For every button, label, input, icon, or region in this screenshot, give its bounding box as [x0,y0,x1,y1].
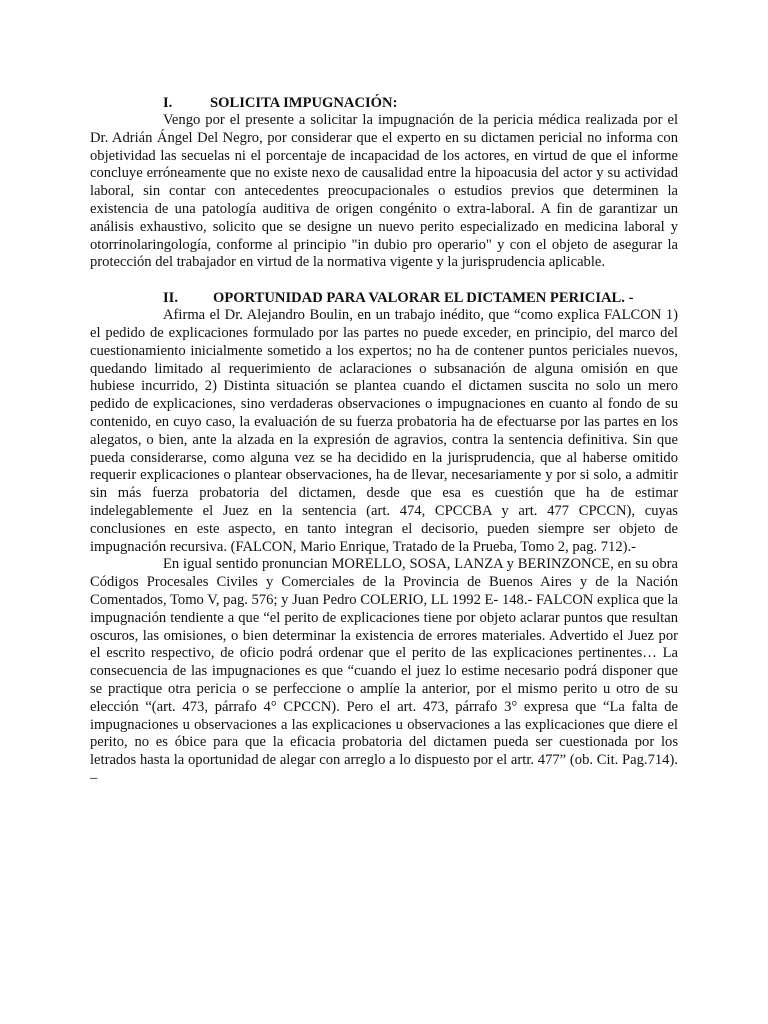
section-2-paragraph-1: Afirma el Dr. Alejandro Boulin, en un trabajo inédito, que “como explica FALCON 1) el pedido de explicaciones formulado por las partes no puede exceder, en principio, del marco del cuestionamiento inicialmente sometido a los expertos; no ha de contener puntos periciales nuevos, quedando limitado al requerimiento de aclaraciones o subsanación de alguna omisión en que hubiese incurrido, 2) Distinta situación se plantea cuando el dictamen suscita no solo un mero pedido de explicaciones, sino verdaderas observaciones o impugnaciones en cuanto al fondo de su contenido, en cuyo caso, la evaluación de su fuerza probatoria ha de efectuarse por las partes en los alegatos, o bien, ante la alzada en la expresión de agravios, contra la sentencia definitiva. Sin que pueda considerarse, como alguna vez se ha decidido en la jurisprudencia, que al haberse omitido requerir explicaciones o plantear observaciones, ha de llevar, necesariamente y por si solo, a admitir sin más fuerza probatoria del dictamen, desde que esa es cuestión que ha de estimar indelegablemente el Juez en la sentencia (art. 474, CPCCBA y art. 477 CPCCN), cuyas conclusiones en este aspecto, en tanto integran el decisorio, pueden siempre ser objeto de impugnación recursiva. (FALCON, Mario Enrique, Tratado de la Prueba, Tomo 2, pag. 712).- [90,307,678,555]
document-page [90,90,678,788]
section-1-paragraph: Vengo por el presente a solicitar la impugnación de la pericia médica realizada por el Dr. Adrián Ángel Del Negro, por considerar que el experto en su dictamen pericial no informa con objetividad las secuelas ni el porcentaje de incapacidad de los actores, en virtud de que el informe concluye erróneamente que no existe nexo de causalidad entre la hipoacusia del actor y su actividad laboral, sin contar con antecedentes preocupacionales o estudios previos que determinen la existencia de una patología auditiva de origen congénito o extra-laboral. A fin de garantizar un análisis exhaustivo, solicito que se designe un nuevo perito especializado en medicina laboral y otorrinolaringología, conforme al principio "in dubio pro operario" y con el objeto de asegurar la protección del trabajador en virtud de la normativa vigente y la jurisprudencia aplicable. [90,112,678,271]
section-2-title: OPORTUNIDAD PARA VALORAR EL DICTAMEN PERICIAL. - [213,290,634,307]
section-2-heading [90,289,678,307]
section-2-number: II. [163,290,179,307]
section-1-number: I. [163,95,173,111]
section-2-paragraph-2: En igual sentido pronuncian MORELLO, SOSA, LANZA y BERINZONCE, en su obra Códigos Procesales Civiles y Comerciales de la Provincia de Buenos Aires y de la Nación Comentados, Tomo V, pag. 576; y Juan Pedro COLERIO, LL 1992 E- 148.- FALCON explica que la impugnación tendiente a que “el perito de explicaciones tiene por objeto aclarar puntos que resultan oscuros, las omisiones, o bien determinar la existencia de errores materiales. Advertido el Juez por el escrito respectivo, de oficio podrá ordenar que el perito de las explicaciones pertinentes… La consecuencia de las impugnaciones es que “cuando el juez lo estime necesario podrá disponer que se practique otra pericia o se perfeccione o amplíe la anterior, por el mismo perito u otro de su elección “(art. 473, párrafo 4° CPCCN). Pero el art. 473, párrafo 3° expresa que “La falta de impugnaciones u observaciones a las explicaciones u observaciones a las explicaciones que diere el perito, no es óbice para que la eficacia probatoria del dictamen pueda ser cuestionada por los letrados hasta la oportunidad de alegar con arreglo a lo dispuesto por el artr. 477” (ob. Cit. Pag.714). – [90,556,678,786]
section-1-heading [90,94,678,112]
section-1-title: SOLICITA IMPUGNACIÓN: [210,95,398,111]
